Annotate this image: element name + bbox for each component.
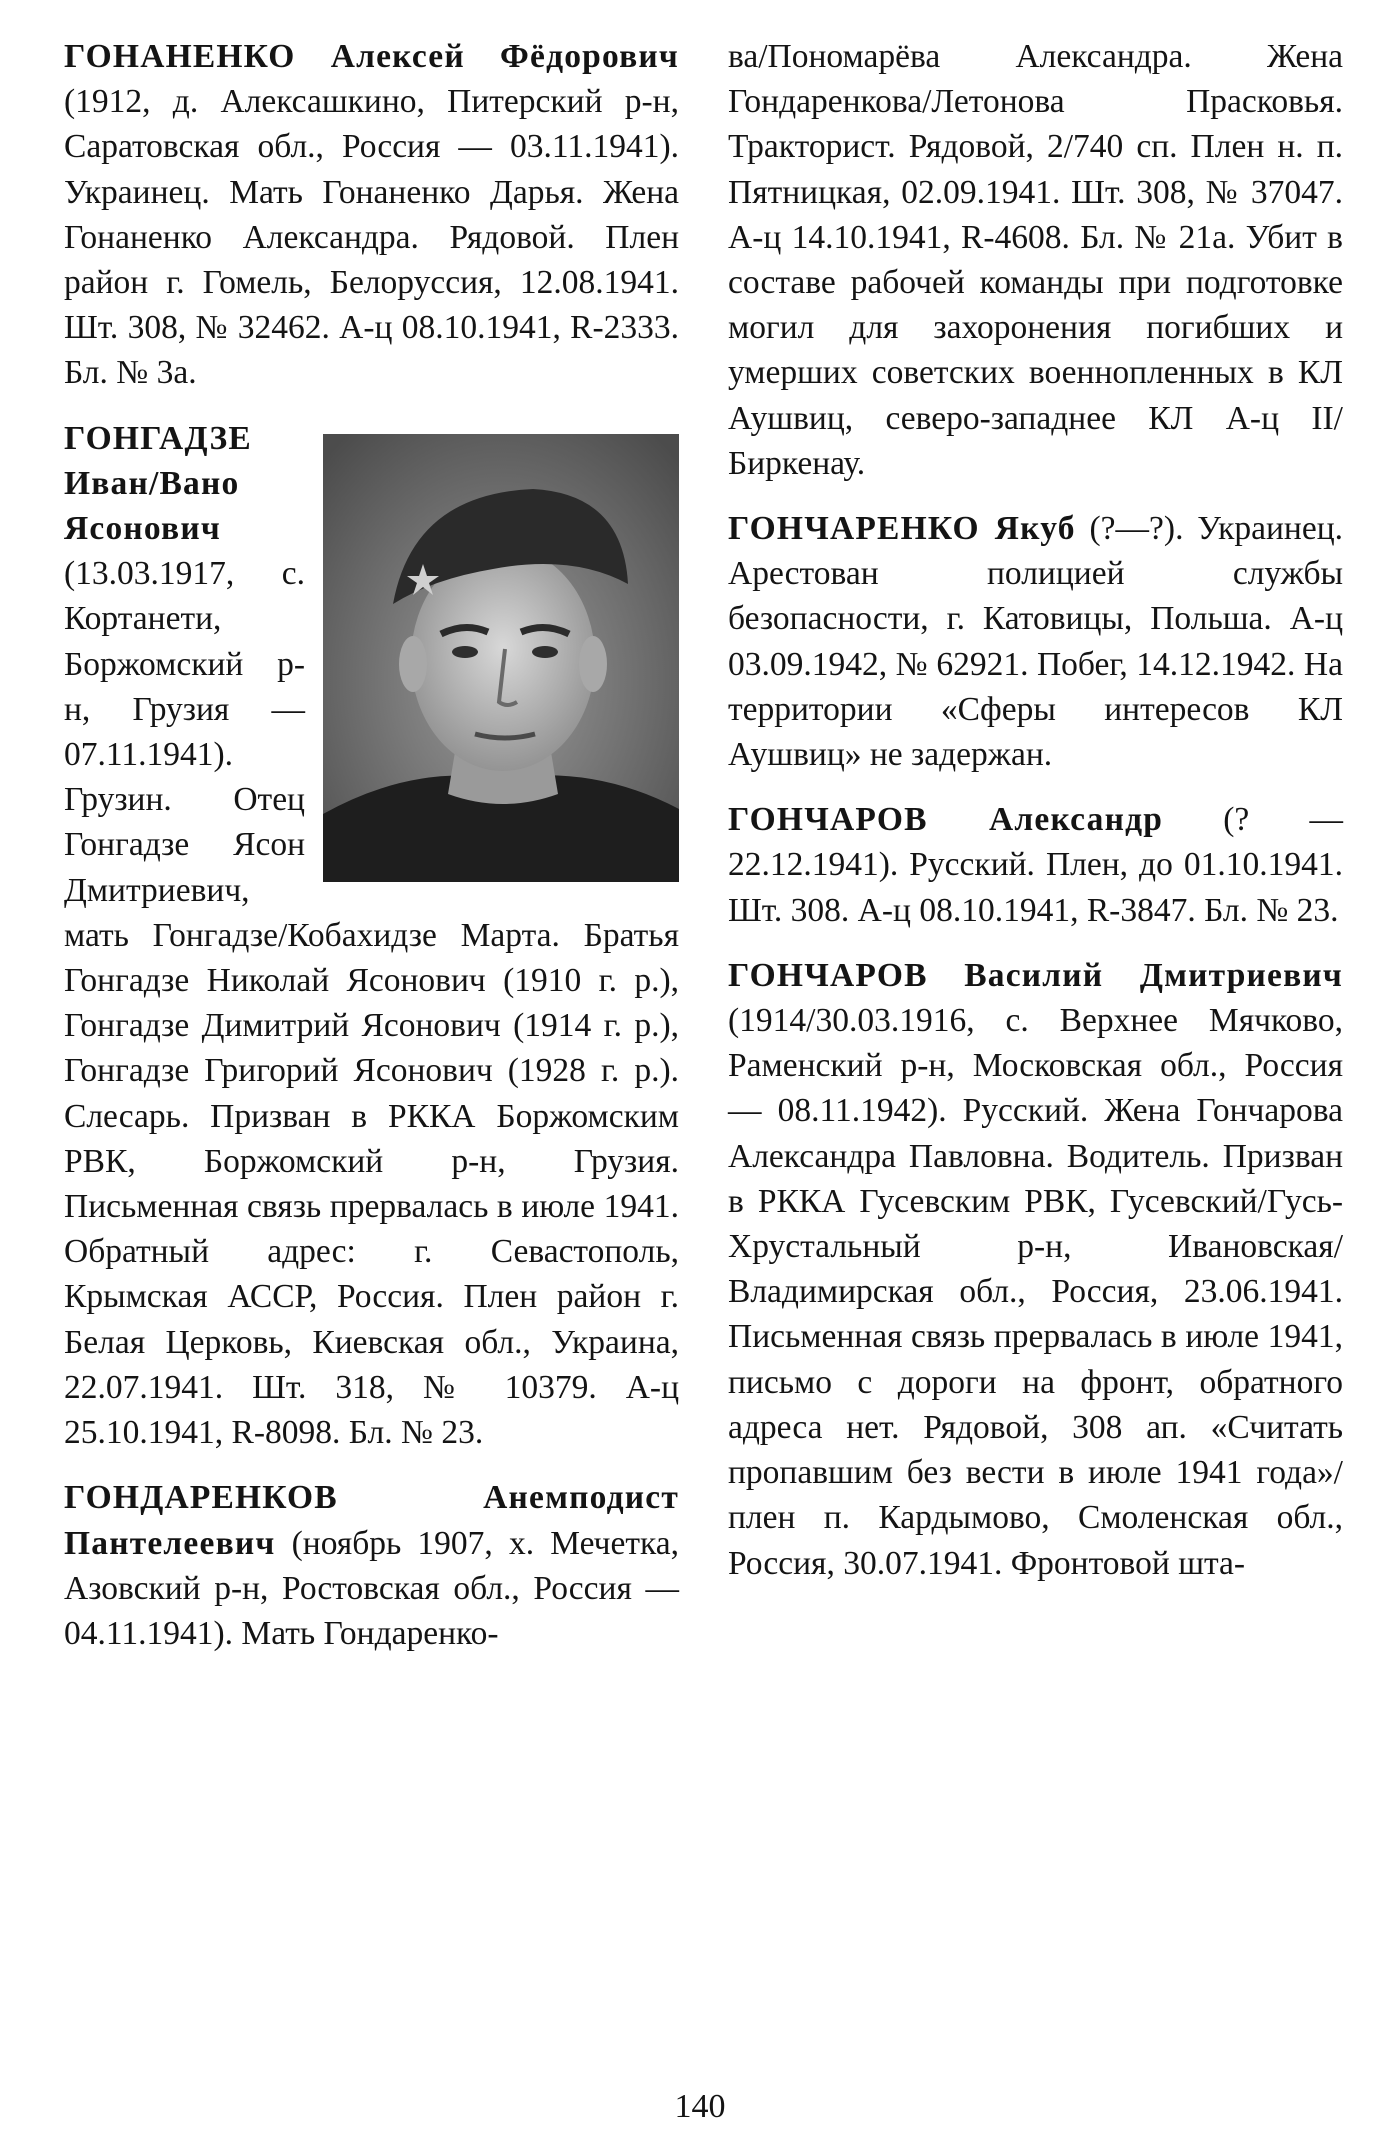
entry-goncharenko	[728, 506, 1343, 777]
portrait-photo-icon	[323, 434, 679, 882]
entry-name: ГОНДАРЕНКОВ Анемподист Пантелеевич	[64, 1479, 679, 1562]
entry-text: ва/Пономарёва Александра. Жена Гондаренкова/Летонова Прасковья. Тракторист. Рядовой, 2/740 сп. Плен н. п. Пятницкая, 02.09.1941. Шт. 308, № 37047. А-ц 14.10.1941, R-4608. Бл. № 21а. Убит в составе рабочей команды при подготовке могил для захоронения погибших и умерших советских военнопленных в КЛ Аушвиц, северо-западнее КЛ А-ц II/Биркенау.	[728, 38, 1343, 482]
entry-text: (?—?). Украинец. Арестован полицией службы безопасности, г. Катовицы, Польша. А-ц 03.09.1942, № 62921. Побег, 14.12.1942. На территории «Сферы интересов КЛ Аушвиц» не задержан.	[728, 510, 1343, 774]
entry-text: (? — 22.12.1941). Русский. Плен, до 01.10.1941. Шт. 308. А-ц 08.10.1941, R-3847. Бл. № 23.	[728, 801, 1343, 929]
entry-gondarenkov-continued	[728, 34, 1343, 486]
page-number: 140	[674, 2088, 726, 2125]
entry-gonanenko	[64, 34, 679, 396]
entry-name: ГОНГАДЗЕ Иван/Вано Ясонович	[64, 419, 252, 548]
entry-name: ГОНЧАРОВ Александр	[728, 801, 1164, 839]
entry-text: (ноябрь 1907, х. Мечетка, Азовский р-н, Ростовская обл., Россия — 04.11.1941). Мать Гондаренко-	[64, 1524, 679, 1652]
left-column	[64, 34, 679, 1676]
entry-text: (1912, д. Алексашкино, Питерский р-н, Саратовская обл., Россия — 03.11.1941). Украинец. Мать Гонаненко Дарья. Жена Гонаненко Александра. Рядовой. Плен район г. Гомель, Белоруссия, 12.08.1941. Шт. 308, № 32462. А-ц 08.10.1941, R-2333. Бл. № 3а.	[64, 83, 679, 392]
entry-text: (1914/30.03.1916, с. Верхнее Мячково, Раменский р-н, Московская обл., Россия — 08.11.1942). Русский. Жена Гончарова Александра Павловна. Водитель. Призван в РККА Гусевским РВК, Гусевский/Гусь-Хрустальный р-н, Ивановская/Владимирская обл., Россия, 23.06.1941. Письменная связь прервалась в июле 1941, письмо с дороги на фронт, обратного адреса нет. Рядовой, 308 ап. «Считать пропавшим без вести в июле 1941 года»/плен п. Кардымово, Смоленская обл., Россия, 30.07.1941. Фронтовой шта-	[728, 1002, 1343, 1582]
entry-name: ГОНЧАРЕНКО Якуб	[728, 510, 1076, 548]
entry-text: (13.03.1917, с. Кортанети, Боржомский р-н, Грузия — 07.11.1941). Грузин. Отец Гонгадзе Ясон Дмитриевич, мать Гонгадзе/Кобахидзе Марта. Братья Гонгадзе Николай Ясонович (1910 г. р.), Гонгадзе Димитрий Ясонович (1914 г. р.), Гонгадзе Григорий Ясонович (1928 г. р.). Слесарь. Призван в РККА Боржомским РВК, Боржомский р-н, Грузия. Письменная связь прервалась в июле 1941. Обратный адрес: г. Севастополь, Крымская АССР, Россия. Плен район г. Белая Церковь, Киевская обл., Украина, 22.07.1941. Шт. 318, № 10379. А-ц 25.10.1941, R-8098. Бл. № 23.	[64, 555, 679, 1452]
entry-goncharov-vasily	[728, 953, 1343, 1586]
entry-name: ГОНЧАРОВ Василий Дмитриевич	[728, 956, 1343, 994]
entry-gondarenkov	[64, 1475, 679, 1656]
entry-gongadze	[64, 416, 679, 1456]
right-column	[728, 34, 1343, 1606]
entry-goncharov-alexandr	[728, 797, 1343, 933]
entry-name: ГОНАНЕНКО Алексей Фёдорович	[64, 38, 679, 75]
